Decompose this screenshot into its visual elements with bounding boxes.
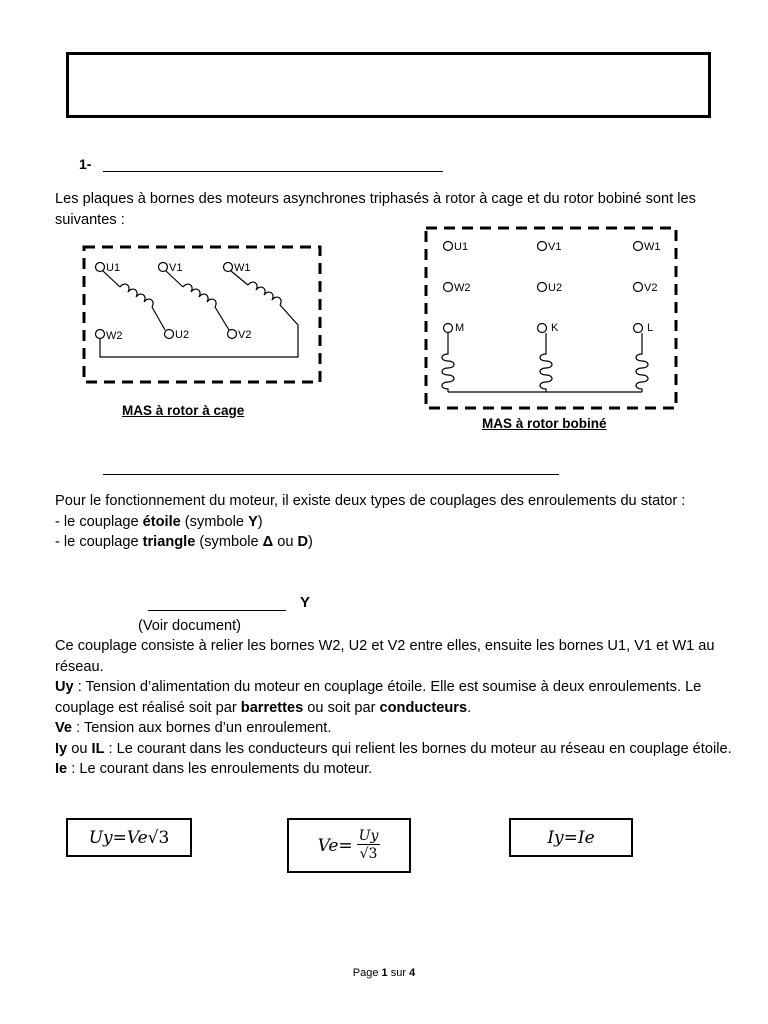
- bobine-r3-0: M: [455, 322, 465, 334]
- cage-terminal-top-0: U1: [106, 262, 121, 274]
- voir-document: (Voir document): [138, 618, 242, 634]
- ve-definition: Ve : Tension aux bornes d’un enroulement.: [55, 720, 332, 736]
- bobine-r3-1: K: [551, 322, 559, 334]
- intro-paragraph: Les plaques à bornes des moteurs asynchrones triphasés à rotor à cage et du rotor bobiné sont les suivantes :: [55, 191, 696, 228]
- bobine-r2-1: U2: [548, 282, 563, 294]
- formula-iy: Iy = Ie: [509, 818, 633, 857]
- bobine-r1-2: W1: [644, 241, 661, 253]
- iy-definition: Iy ou IL : Le courant dans les conducteurs qui relient les bornes du moteur au réseau en couplage étoile.: [55, 740, 732, 757]
- bobine-r1-0: U1: [454, 241, 469, 253]
- cage-terminal-bottom-2: V2: [238, 329, 252, 341]
- ie-definition: Ie : Le courant dans les enroulements du moteur.: [55, 761, 373, 777]
- cage-terminal-top-1: V1: [169, 262, 183, 274]
- formula-uy: Uy = Ve √3: [66, 818, 192, 857]
- bobine-r2-2: V2: [644, 282, 658, 294]
- cage-terminal-bottom-0: W2: [106, 330, 123, 342]
- etoile-body: [55, 636, 735, 780]
- cage-caption: MAS à rotor à cage: [122, 403, 245, 418]
- bobine-r1-1: V1: [548, 241, 562, 253]
- etoile-desc: Ce couplage consiste à relier les bornes W2, U2 et V2 entre elles, ensuite les bornes U1, V1 et W1 au réseau.: [55, 638, 715, 675]
- cage-terminal-bottom-1: U2: [175, 329, 190, 341]
- formula-ve: Ve = $\frac{Uy}{√3}$: [287, 818, 411, 873]
- page-footer: Page 1 sur 4: [352, 967, 416, 979]
- section-number: 1-: [79, 156, 92, 172]
- cage-terminal-top-2: W1: [234, 262, 251, 274]
- couplage-etoile-line: - le couplage étoile (symbole Y): [55, 513, 263, 530]
- couplage-triangle-line: - le couplage triangle (symbole Δ ou D): [55, 534, 313, 550]
- couplages-intro: Pour le fonctionnement du moteur, il existe deux types de couplages des enroulements du stator :: [55, 493, 686, 509]
- uy-definition: Uy : Tension d’alimentation du moteur en couplage étoile. Elle est soumise à deux enroulements. Le couplage est réalisé soit par barrettes ou soit par conducteurs.: [55, 679, 702, 716]
- blank-line-3: [148, 610, 286, 611]
- blank-line-2: [103, 474, 559, 475]
- bobine-r2-0: W2: [454, 282, 471, 294]
- bobine-caption: MAS à rotor bobiné: [482, 416, 607, 431]
- etoile-symbol: Y: [300, 594, 311, 611]
- bobine-r3-2: L: [647, 322, 654, 334]
- couplages-block: [55, 491, 725, 553]
